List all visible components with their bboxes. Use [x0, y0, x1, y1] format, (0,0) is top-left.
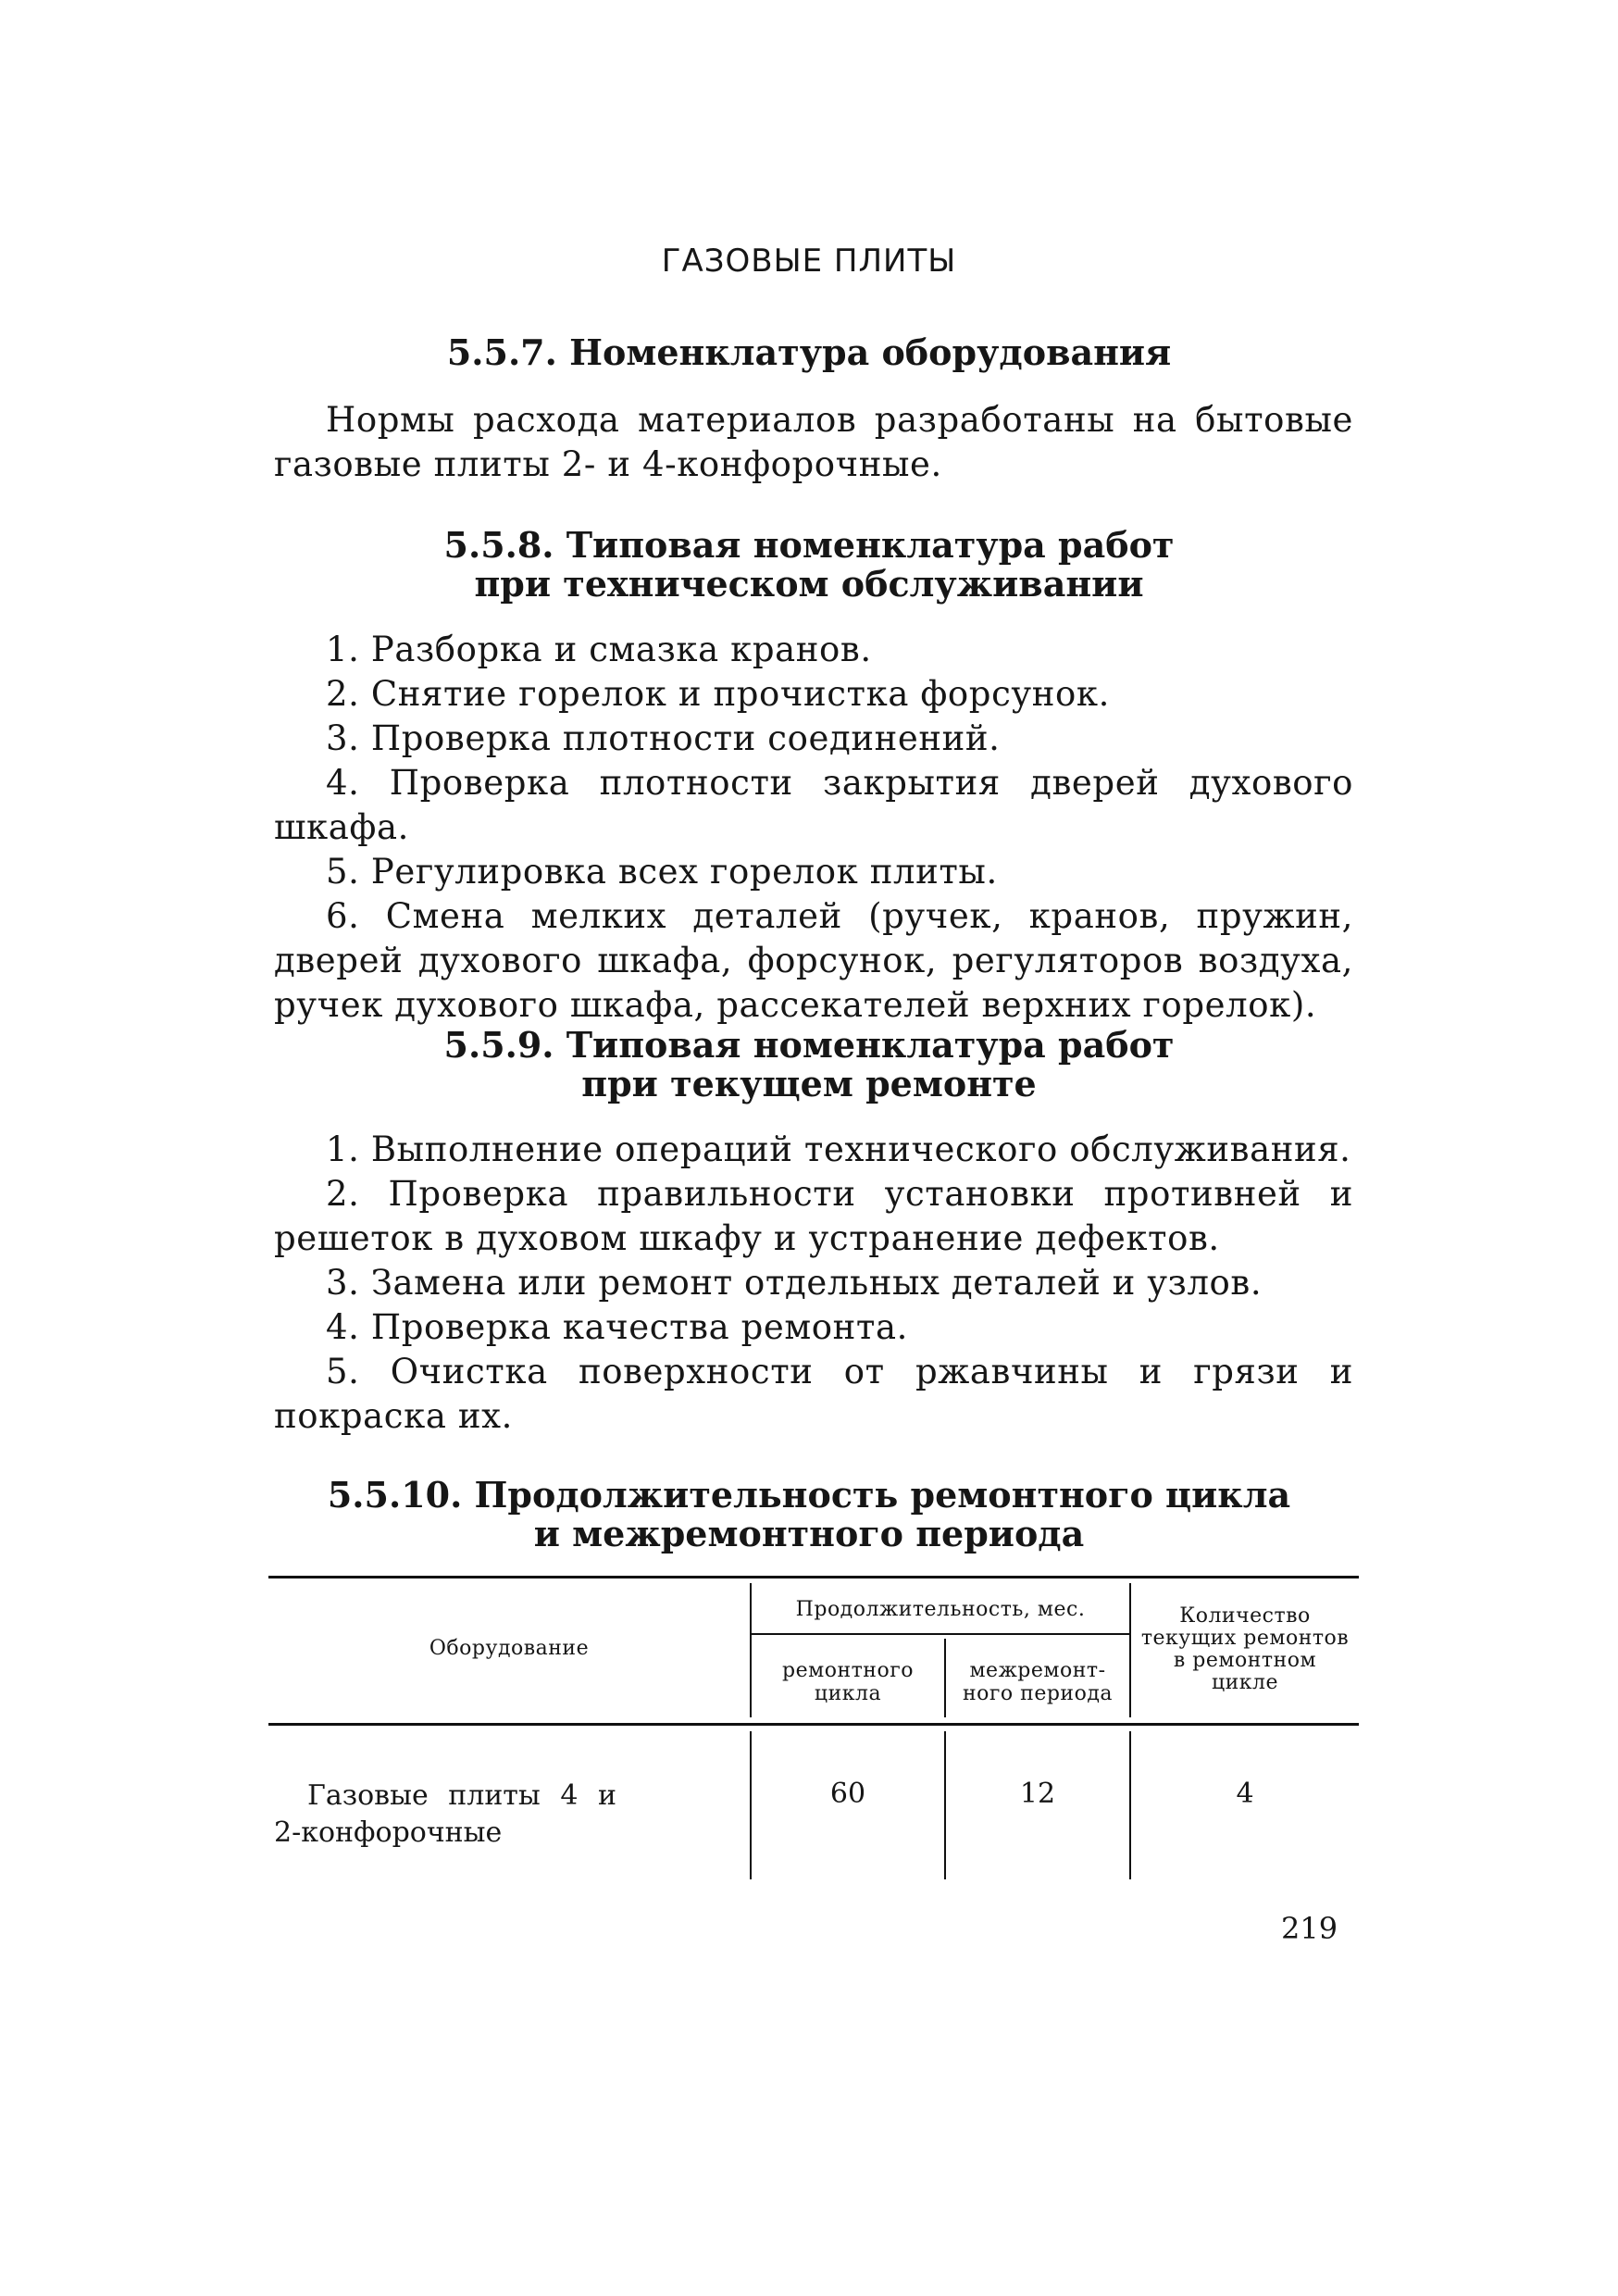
header-text-line: цикла — [814, 1682, 882, 1705]
header-equipment: Оборудование — [429, 1637, 590, 1660]
list-item: 4. Проверка качества ремонта. — [326, 1307, 909, 1347]
table-top-rule — [268, 1576, 1359, 1578]
header-text-line: в ремонтном — [1173, 1649, 1317, 1672]
header-text-line: межремонт- — [969, 1659, 1106, 1682]
table-header-rule — [268, 1723, 1359, 1726]
header-interrepair-period — [946, 1659, 1129, 1705]
section-5-5-9-list — [274, 1128, 1353, 1439]
section-5-5-9-title — [0, 1026, 1618, 1104]
section-title-line: и межремонтного периода — [533, 1513, 1085, 1554]
header-current-repairs — [1131, 1605, 1359, 1694]
table-cell-interrepair-period: 12 — [1019, 1778, 1056, 1810]
list-item: 6. Смена мелких деталей (ручек, кранов, пружин, дверей духового шкафа, форсунок, регуляторов воздуха, ручек духового шкафа, рассекателей верхних горелок). — [274, 896, 1353, 1025]
list-item: 5. Очистка поверхности от ржавчины и грязи и покраска их. — [274, 1352, 1353, 1436]
section-title-line: 5.5.8. Типовая номенклатура работ — [443, 524, 1175, 566]
header-text-line: ного периода — [962, 1682, 1113, 1705]
list-item: 4. Проверка плотности закрытия дверей духового шкафа. — [274, 763, 1353, 847]
section-5-5-8-title — [0, 526, 1618, 604]
list-item: 2. Снятие горелок и прочистка форсунок. — [326, 674, 1111, 714]
table-subheader-rule — [750, 1633, 1131, 1635]
list-item: 5. Регулировка всех горелок плиты. — [326, 852, 998, 892]
header-text-line: текущих ремонтов — [1140, 1627, 1350, 1650]
section-5-5-8-list — [274, 628, 1353, 1028]
list-item: 1. Выполнение операций технического обслуживания. — [326, 1129, 1351, 1169]
repair-cycle-table — [268, 1576, 1359, 1881]
header-repair-cycle — [752, 1659, 944, 1705]
table-cell-current-repairs: 4 — [1236, 1778, 1254, 1810]
section-title-line: 5.5.7. Номенклатура оборудования — [446, 331, 1172, 373]
list-item: 3. Проверка плотности соединений. — [326, 718, 1001, 758]
section-title-line: при техническом обслуживании — [474, 563, 1144, 605]
list-item: 2. Проверка правильности установки противней и решеток в духовом шкафу и устранение дефектов. — [274, 1174, 1353, 1258]
header-text-line: Количество — [1179, 1604, 1311, 1628]
section-5-5-7-title — [0, 333, 1618, 372]
table-cell-equipment: Газовые плиты 4 и 2-конфорочные — [274, 1779, 616, 1849]
section-title-line: при текущем ремонте — [581, 1063, 1037, 1104]
section-5-5-7-text: Нормы расхода материалов разработаны на бытовые газовые плиты 2- и 4-конфорочные. — [274, 400, 1353, 484]
section-title-line: 5.5.9. Типовая номенклатура работ — [443, 1024, 1175, 1066]
list-item: 3. Замена или ремонт отдельных деталей и узлов. — [326, 1263, 1263, 1303]
list-item: 1. Разборка и смазка кранов. — [326, 630, 872, 669]
page-number: 219 — [1281, 1911, 1338, 1946]
header-duration: Продолжительность, мес. — [795, 1598, 1086, 1621]
section-title-line: 5.5.10. Продолжительность ремонтного цикла — [327, 1474, 1291, 1516]
running-head: ГАЗОВЫЕ ПЛИТЫ — [661, 243, 957, 280]
header-text-line: ремонтного — [782, 1659, 914, 1682]
table-cell-repair-cycle: 60 — [829, 1778, 866, 1810]
header-text-line: цикле — [1211, 1671, 1279, 1694]
section-5-5-10-title — [0, 1476, 1618, 1554]
